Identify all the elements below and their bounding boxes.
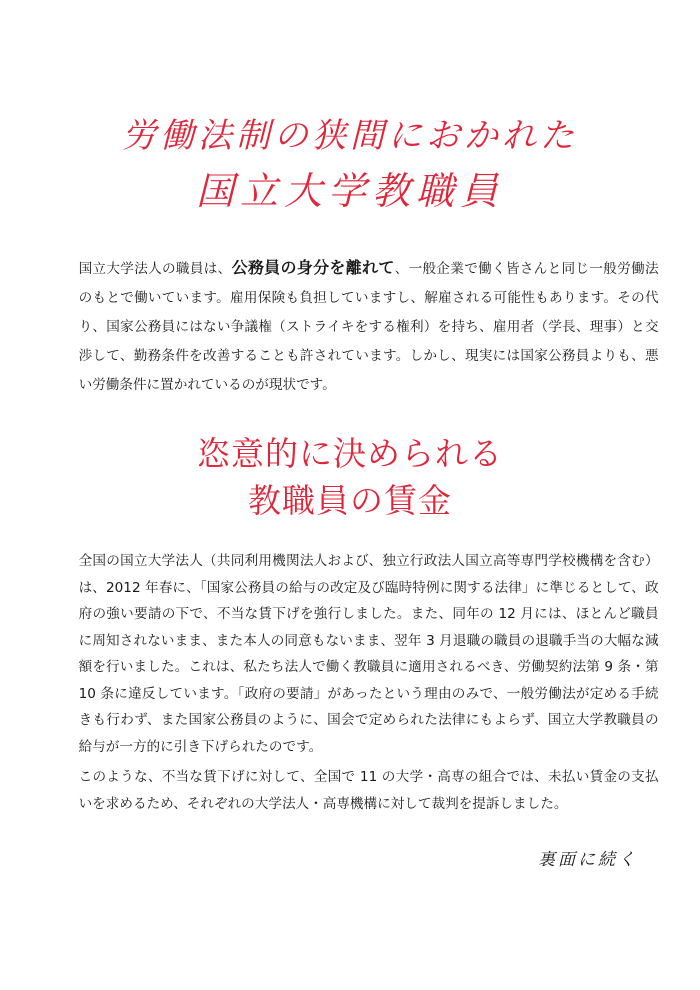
section-title-line2: 教職員の賃金	[248, 481, 452, 520]
body-paragraph-1: 全国の国立大学法人（共同利用機関法人および、独立行政法人国立高等専門学校機構を含む）は、2012 年春に、「国家公務員の給与の改定及び臨時特例に関する法律」に準じるとして、政府の強い要請の下で、不当な賃下げを強行しました。また、同年の 12 月には、ほとんど職員に周知されないまま、また本人の同意もないまま、翌年 3 月退職の職員の退職手当の大幅な減額を行いました。これは、私たち法人で働く教職員に適用されるべき、労働契約法第 9 条・第 10 条に違反しています。「政府の要請」があったという理由のみで、一般労働法が定める手続きも行わず、また国家公務員のように、国会で定められた法律にもよらず、国立大学教職員の給与が一方的に引き下げられたのです。	[78, 553, 659, 755]
intro-text-rest: 、一般企業で働く皆さんと同じ一般労働法のもとで働いています。雇用保険も負担していますし、解雇される可能性もあります。その代り、国家公務員にはない争議権（ストライキをする権利）を持ち、雇用者（学長、理事）と交渉して、勤務条件を改善することも許されています。しかし、現実には国家公務員よりも、悪い労働条件に置かれているのが現状です。	[78, 261, 659, 393]
section-title-line1: 恣意的に決められる	[197, 434, 503, 473]
main-title-line2: 国立大学教職員	[195, 169, 504, 213]
continued-on-back-note: 裏面に続く	[538, 850, 638, 870]
main-title-line1: 労働法制の狭間におかれた	[122, 116, 578, 156]
body-paragraph-2: このような、不当な賃下げに対して、全国で 11 の大学・高専の組合では、未払い賃金の支払いを求めるため、それぞれの大学法人・高専機構に対して裁判を提訴しました。	[78, 769, 659, 812]
intro-emphasis: 公務員の身分を離れて	[231, 258, 395, 277]
intro-paragraph	[65, 253, 659, 400]
intro-text-start: 国立大学法人の職員は、	[78, 261, 232, 277]
